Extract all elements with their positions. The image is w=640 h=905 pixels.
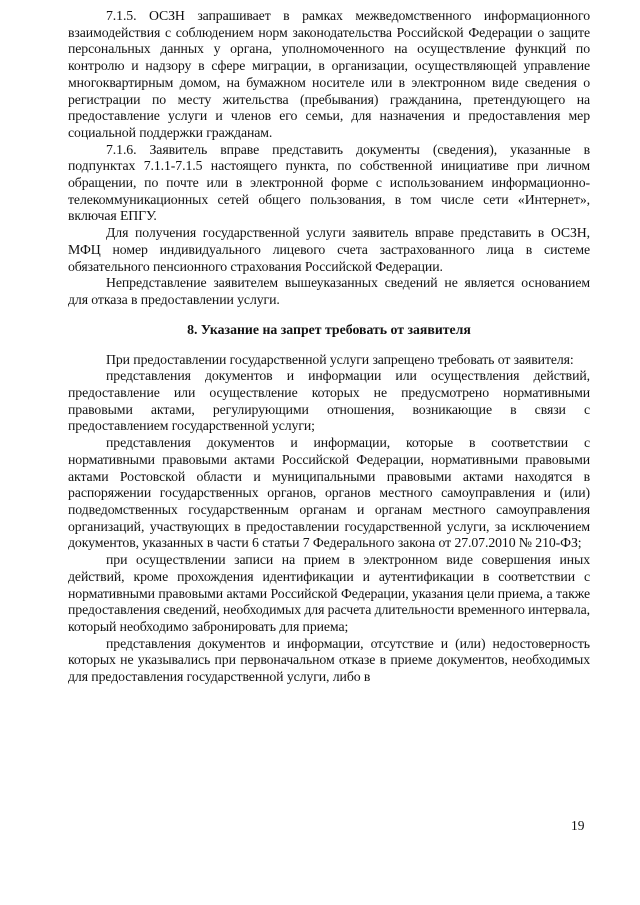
- paragraph-account-number: Для получения государственной услуги заявитель вправе представить в ОСЗН, МФЦ номер индивидуального лицевого счета застрахованного лица в системе обязательного пенсионного страхования Российской Федерации.: [68, 225, 590, 274]
- paragraph-7-1-6: 7.1.6. Заявитель вправе представить документы (сведения), указанные в подпунктах 7.1.1-7.1.5 настоящего пункта, по собственной инициативе при личном обращении, по почте или в электронной форме с использованием информационно-телекоммуникационных сетей общего пользования, в том числе сети «Интернет», включая ЕПГУ.: [68, 141, 590, 224]
- page-body: [68, 8, 590, 686]
- paragraph-7-1-5: 7.1.5. ОСЗН запрашивает в рамках межведомственного информационного взаимодействия с соблюдением норм законодательства Российской Федерации о защите персональных данных у органа, уполномоченного на осуществление функций по контролю и надзору в сфере миграции, в организации, осуществляющей управление многоквартирным домом, на бумажном носителе или в электронном виде сведения о регистрации по месту жительства (пребывания) гражданина, претендующего на предоставление услуги и членов его семьи, для назначения и предоставления мер социальной поддержки гражданам.: [68, 8, 590, 140]
- section-heading: 8. Указание на запрет требовать от заявителя: [187, 321, 471, 337]
- paragraph-prohibition-intro: При предоставлении государственной услуги запрещено требовать от заявителя:: [106, 351, 574, 367]
- paragraph-prohibition-item-2: представления документов и информации, которые в соответствии с нормативными правовыми актами Российской Федерации, нормативными правовыми актами Ростовской области и муниципальными правовыми актами находятся в распоряжении государственных органов, органов местного самоуправления и (или) подведомственных государственным органам и органам местного самоуправления организаций, участвующих в предоставлении государственной услуги, за исключением документов, указанных в части 6 статьи 7 Федерального закона от 27.07.2010 № 210-ФЗ;: [68, 435, 590, 551]
- paragraph-non-submission: Непредставление заявителем вышеуказанных сведений не является основанием для отказа в предоставлении услуги.: [68, 275, 590, 307]
- paragraph-prohibition-item-1: представления документов и информации или осуществления действий, предоставление или осуществление которых не предусмотрено нормативными правовыми актами, регулирующими отношения, возникающие в связи с предоставлением государственной услуги;: [68, 368, 590, 434]
- paragraph-prohibition-item-3: при осуществлении записи на прием в электронном виде совершения иных действий, кроме прохождения идентификации и аутентификации в соответствии с нормативными правовыми актами Российской Федерации, указания цели приема, а также предоставления сведений, необходимых для расчета длительности временного интервала, который необходимо забронировать для приема;: [68, 552, 590, 634]
- paragraph-prohibition-item-4: представления документов и информации, отсутствие и (или) недостоверность которых не указывались при первоначальном отказе в приеме документов, необходимых для предоставления государственной услуги, либо в: [68, 635, 590, 685]
- page-number: 19: [571, 818, 585, 833]
